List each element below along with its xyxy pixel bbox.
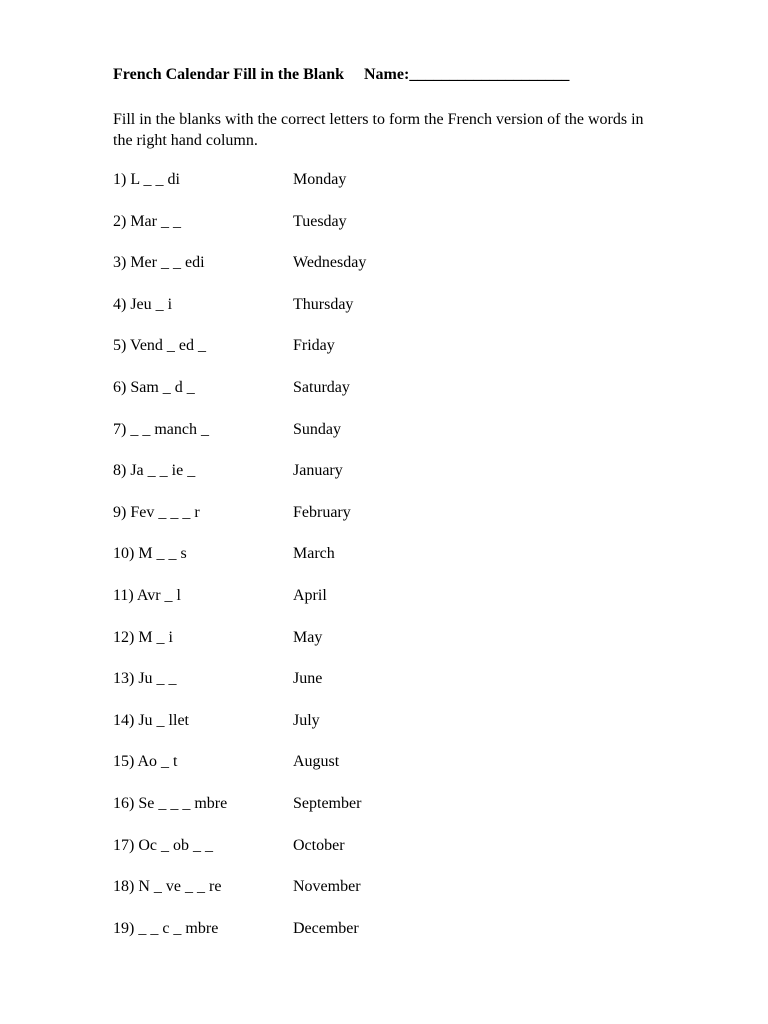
french-blank-word: 6) Sam _ d _ (113, 378, 195, 396)
french-blank-word: 8) Ja _ _ ie _ (113, 462, 196, 480)
french-blank-word: 17) Oc _ ob _ _ (113, 836, 213, 854)
list-item (113, 337, 633, 379)
english-word: June (293, 670, 323, 688)
word-list (113, 171, 633, 961)
english-word: March (293, 545, 335, 563)
list-item (113, 587, 633, 629)
english-word: August (293, 753, 340, 771)
title-line (113, 66, 569, 84)
name-blank-line: ____________________ (409, 66, 570, 83)
french-blank-word: 4) Jeu _ i (113, 295, 173, 313)
english-word: Monday (293, 171, 347, 188)
english-word: May (293, 628, 323, 646)
list-item (113, 296, 633, 338)
name-label: Name: (364, 66, 410, 83)
french-blank-word: 11) Avr _ l (113, 586, 181, 604)
list-item (113, 171, 633, 213)
list-item (113, 462, 633, 504)
english-word: July (293, 711, 320, 729)
list-item (113, 795, 633, 837)
list-item (113, 213, 633, 255)
list-item (113, 920, 633, 962)
list-item (113, 254, 633, 296)
list-item (113, 545, 633, 587)
list-item (113, 629, 633, 671)
list-item (113, 379, 633, 421)
worksheet-title: French Calendar Fill in the Blank (113, 66, 344, 83)
english-word: October (293, 836, 345, 854)
english-word: September (293, 794, 362, 812)
french-blank-word: 2) Mar _ _ (113, 212, 181, 230)
french-blank-word: 13) Ju _ _ (113, 670, 177, 688)
english-word: Thursday (293, 295, 354, 313)
french-blank-word: 9) Fev _ _ _ r (113, 503, 200, 521)
list-item (113, 670, 633, 712)
english-word: Friday (293, 337, 335, 355)
english-word: January (293, 462, 343, 480)
french-blank-word: 12) M _ i (113, 628, 173, 646)
list-item (113, 712, 633, 754)
list-item (113, 878, 633, 920)
list-item (113, 504, 633, 546)
english-word: Wednesday (293, 254, 367, 272)
list-item (113, 421, 633, 463)
french-blank-word: 3) Mer _ _ edi (113, 254, 205, 272)
list-item (113, 753, 633, 795)
french-blank-word: 10) M _ _ s (113, 545, 187, 563)
english-word: December (293, 919, 359, 937)
french-blank-word: 5) Vend _ ed _ (113, 337, 207, 355)
list-item (113, 837, 633, 879)
english-word: Tuesday (293, 212, 347, 230)
french-blank-word: 14) Ju _ llet (113, 711, 189, 729)
english-word: Sunday (293, 420, 341, 438)
french-blank-word: 19) _ _ c _ mbre (113, 919, 219, 937)
french-blank-word: 15) Ao _ t (113, 753, 178, 771)
french-blank-word: 18) N _ ve _ _ re (113, 878, 222, 896)
english-word: Saturday (293, 378, 350, 396)
french-blank-word: 1) L _ _ di (113, 171, 180, 188)
english-word: April (293, 586, 327, 604)
french-blank-word: 7) _ _ manch _ (113, 420, 209, 438)
french-blank-word: 16) Se _ _ _ mbre (113, 794, 228, 812)
english-word: February (293, 503, 351, 521)
english-word: November (293, 878, 361, 896)
instructions-text: Fill in the blanks with the correct letters to form the French version of the words in the right hand column. (113, 111, 644, 149)
